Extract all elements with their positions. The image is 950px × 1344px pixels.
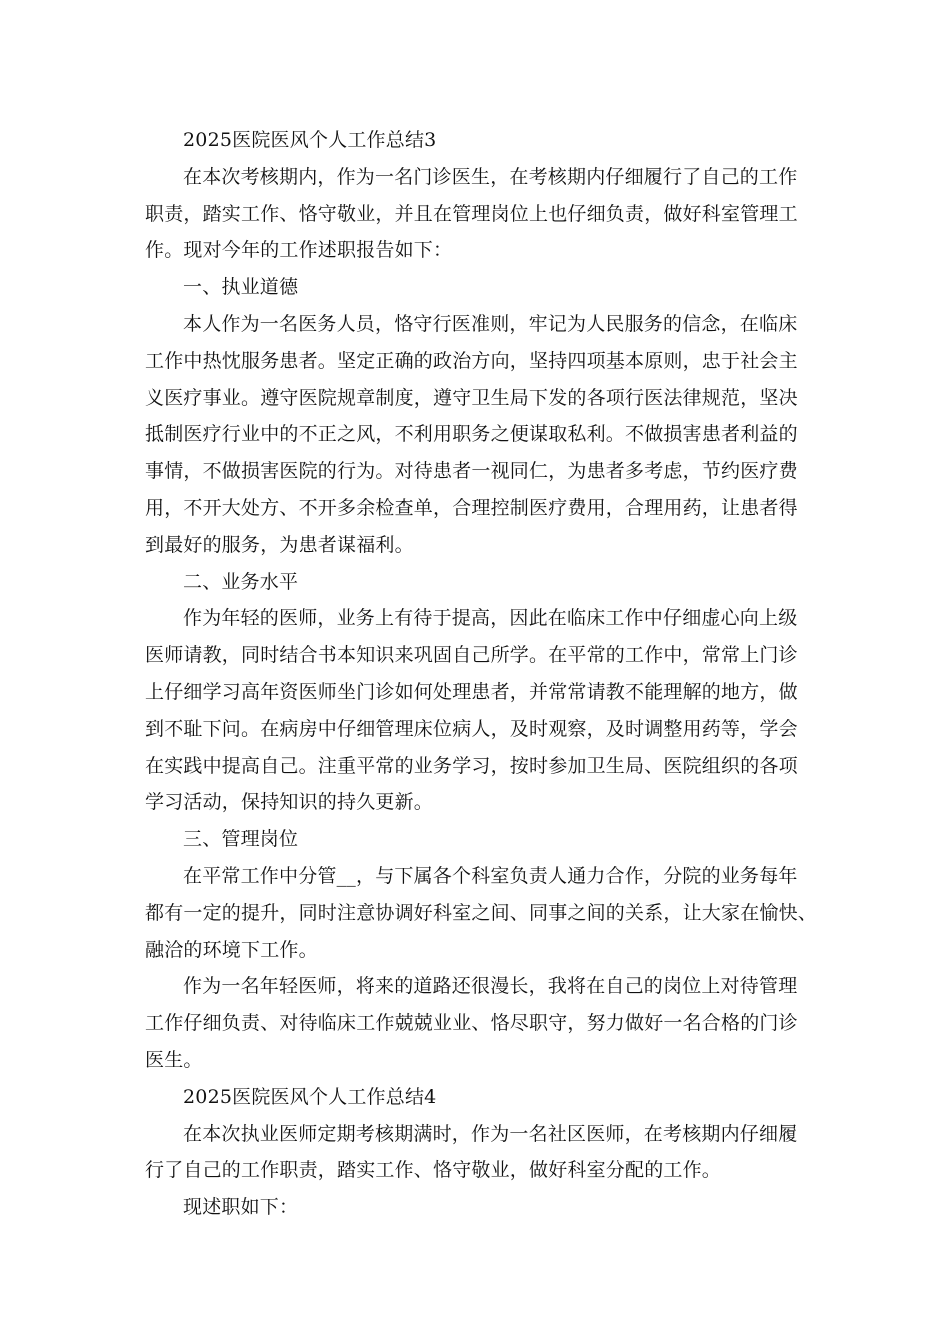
text-line: 在本次考核期内，作为一名门诊医生，在考核期内仔细履行了自己的工作 <box>183 165 798 188</box>
text-line: 医师请教，同时结合书本知识来巩固自己所学。在平常的工作中，常常上门诊 <box>145 644 798 667</box>
text-line: 抵制医疗行业中的不正之风，不利用职务之便谋取私利。不做损害患者利益的 <box>145 423 798 446</box>
text-line: 用，不开大处方、不开多余检查单，合理控制医疗费用，合理用药，让患者得 <box>145 496 798 519</box>
text-line: 事情，不做损害医院的行为。对待患者一视同仁，为患者多考虑，节约医疗费 <box>145 460 798 483</box>
text-line: 义医疗事业。遵守医院规章制度，遵守卫生局下发的各项行医法律规范，坚决 <box>145 386 798 409</box>
text-line: 二、业务水平 <box>183 570 299 593</box>
text-line: 到最好的服务，为患者谋福利。 <box>145 533 414 556</box>
text-line: 三、管理岗位 <box>183 828 299 851</box>
text-line: 医生。 <box>145 1048 203 1071</box>
text-line: 上仔细学习高年资医师坐门诊如何处理患者，并常常请教不能理解的地方，做 <box>145 680 798 703</box>
text-line: 在平常工作中分管__，与下属各个科室负责人通力合作，分院的业务每年 <box>183 864 798 887</box>
text-line: 作为一名年轻医师，将来的道路还很漫长，我将在自己的岗位上对待管理 <box>183 975 798 998</box>
text-line: 在实践中提高自己。注重平常的业务学习，按时参加卫生局、医院组织的各项 <box>145 754 798 777</box>
text-line: 一、执业道德 <box>183 276 299 299</box>
text-line: 作为年轻的医师，业务上有待于提高，因此在临床工作中仔细虚心向上级 <box>183 607 798 630</box>
text-line: 行了自己的工作职责，踏实工作、恪守敬业，做好科室分配的工作。 <box>145 1159 722 1182</box>
text-line: 职责，踏实工作、恪守敬业，并且在管理岗位上也仔细负责，做好科室管理工 <box>145 202 798 225</box>
text-line: 2025医院医风个人工作总结4 <box>183 1085 437 1108</box>
text-line: 现述职如下： <box>183 1196 299 1219</box>
text-line: 都有一定的提升，同时注意协调好科室之间、同事之间的关系，让大家在愉快、 <box>145 901 818 924</box>
text-line: 工作仔细负责、对待临床工作兢兢业业、恪尽职守，努力做好一名合格的门诊 <box>145 1012 798 1035</box>
text-line: 在本次执业医师定期考核期满时，作为一名社区医师，在考核期内仔细履 <box>183 1122 798 1145</box>
text-line: 作。现对今年的工作述职报告如下： <box>145 239 453 262</box>
text-line: 到不耻下问。在病房中仔细管理床位病人，及时观察，及时调整用药等，学会 <box>145 717 798 740</box>
text-line: 工作中热忱服务患者。坚定正确的政治方向，坚持四项基本原则，忠于社会主 <box>145 349 798 372</box>
text-line: 本人作为一名医务人员，恪守行医准则，牢记为人民服务的信念，在临床 <box>183 312 798 335</box>
document-body <box>145 122 818 1226</box>
text-line: 融洽的环境下工作。 <box>145 938 318 961</box>
text-line: 学习活动，保持知识的持久更新。 <box>145 791 434 814</box>
text-line: 2025医院医风个人工作总结3 <box>183 129 437 151</box>
